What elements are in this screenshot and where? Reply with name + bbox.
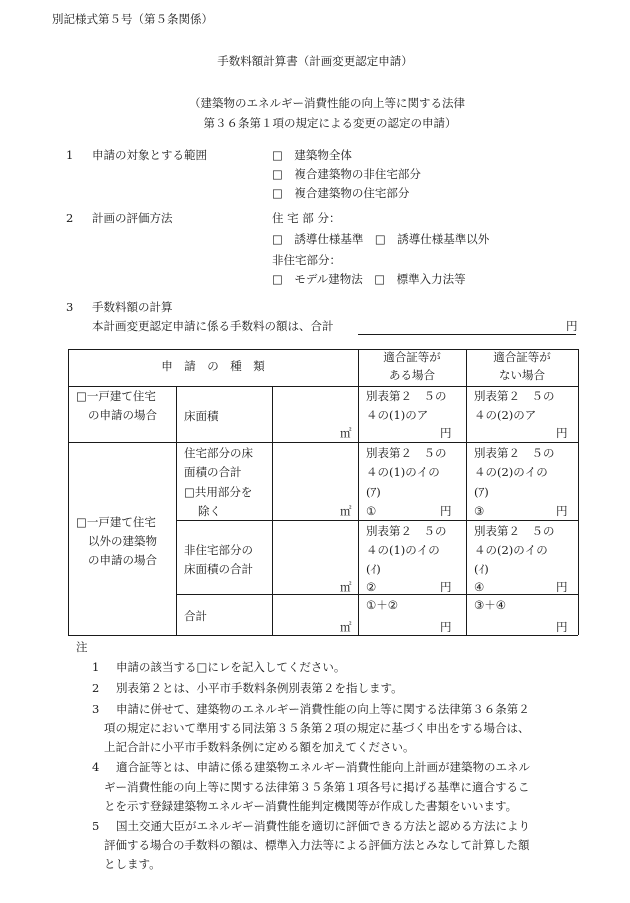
header-without-cert-1: 適合証等が xyxy=(493,350,551,364)
sub1-item-2: 面積の合計 xyxy=(184,465,242,479)
sub2-without-4: ④ xyxy=(474,580,485,594)
fee-total-input-line[interactable] xyxy=(358,334,576,335)
sub1-without-3: (ｱ) xyxy=(474,485,489,499)
row1-without-unit: 円 xyxy=(556,426,568,440)
sub1-without-unit: 円 xyxy=(556,504,568,518)
sub2-with-unit: 円 xyxy=(440,580,452,594)
sub3-area-unit: ㎡ xyxy=(340,620,352,634)
section1-label: 申請の対象とする範囲 xyxy=(92,148,207,162)
row1-with-unit: 円 xyxy=(440,426,452,440)
sub2-without-unit: 円 xyxy=(556,580,568,594)
sub1-with-3: (ｱ) xyxy=(366,485,381,499)
sub2-without-1: 別表第２ ５の xyxy=(474,524,555,538)
category-other-building[interactable]: □一戸建て住宅 xyxy=(76,515,156,529)
nonresidential-options[interactable]: □ モデル建物法 □ 標準入力法等 xyxy=(272,272,466,286)
subtitle-line2: 第３６条第１項の規定による変更の認定の申請） xyxy=(203,116,457,130)
row1-with-2: ４の(1)のア xyxy=(366,408,429,422)
sub1-without-2: ４の(2)のイの xyxy=(474,465,548,479)
section3-label: 手数料額の計算 xyxy=(92,300,173,314)
sub1-without-1: 別表第２ ５の xyxy=(474,446,555,460)
row1-area-unit: ㎡ xyxy=(340,426,352,440)
fee-total-unit: 円 xyxy=(566,319,578,333)
row1-without-1: 別表第２ ５の xyxy=(474,389,555,403)
category-other-building-2: 以外の建築物 xyxy=(88,534,157,548)
residential-label: 住 宅 部 分： xyxy=(272,211,341,225)
note1-line1: 申請の該当する□にレを記入してください。 xyxy=(116,660,346,674)
section2-label: 計画の評価方法 xyxy=(92,211,173,225)
section2-number: 2 xyxy=(66,211,74,225)
sub3-item-total: 合計 xyxy=(184,609,207,623)
sub1-item-4: 除く xyxy=(198,504,221,518)
sub2-item-2: 床面積の合計 xyxy=(184,562,253,576)
sub2-without-3: (ｲ) xyxy=(474,562,489,576)
sub3-with-1: ①＋② xyxy=(366,598,399,612)
option-whole-building[interactable]: □ 建築物全体 xyxy=(272,148,352,162)
sub2-with-2: ４の(1)のイの xyxy=(366,543,440,557)
sub2-with-4: ② xyxy=(366,580,377,594)
sub3-without-unit: 円 xyxy=(556,620,568,634)
note4-line2: ギー消費性能の向上等に関する法律第３５条第１項各号に掲げる基準に適合するこ xyxy=(104,780,530,794)
note1-number: 1 xyxy=(92,660,100,674)
option-residential-part[interactable]: □ 複合建築物の住宅部分 xyxy=(272,186,410,200)
category-other-building-3: の申請の場合 xyxy=(88,553,157,567)
sub3-without-1: ③＋④ xyxy=(474,598,507,612)
note3-line3: 上記合計に小平市手数料条例に定める額を加えてください。 xyxy=(104,740,415,754)
sub2-without-2: ４の(2)のイの xyxy=(474,543,548,557)
sub3-with-unit: 円 xyxy=(440,620,452,634)
document-title: 手数料額計算書（計画変更認定申請） xyxy=(217,54,413,68)
note5-number: 5 xyxy=(92,819,100,833)
note4-line3: とを示す登録建築物エネルギー消費性能判定機関等が作成した書類をいいます。 xyxy=(104,799,518,813)
sub1-with-4: ① xyxy=(366,504,377,518)
sub2-area-unit: ㎡ xyxy=(340,580,352,594)
row1-item-floor-area: 床面積 xyxy=(184,409,219,423)
residential-options[interactable]: □ 誘導仕様基準 □ 誘導仕様基準以外 xyxy=(272,232,490,246)
section3-number: 3 xyxy=(66,300,74,314)
sub1-item-1: 住宅部分の床 xyxy=(184,446,253,460)
sub1-area-unit: ㎡ xyxy=(340,504,352,518)
note3-number: 3 xyxy=(92,702,100,716)
row1-with-1: 別表第２ ５の xyxy=(366,389,447,403)
fee-statement: 本計画変更認定申請に係る手数料の額は、合計 xyxy=(92,319,334,333)
header-with-cert-2: ある場合 xyxy=(389,368,435,382)
header-without-cert-2: ない場合 xyxy=(499,368,545,382)
sub1-with-unit: 円 xyxy=(440,504,452,518)
sub2-with-3: (ｲ) xyxy=(366,562,381,576)
notes-heading: 注 xyxy=(76,640,88,654)
nonresidential-label: 非住宅部分： xyxy=(272,253,341,267)
sub2-with-1: 別表第２ ５の xyxy=(366,524,447,538)
note5-line1: 国土交通大臣がエネルギー消費性能を適切に評価できる方法と認める方法により xyxy=(116,819,530,833)
header-application-type: 申 請 の 種 類 xyxy=(161,359,265,373)
note3-line1: 申請に併せて、建築物のエネルギー消費性能の向上等に関する法律第３６条第２ xyxy=(116,702,530,716)
sub1-without-4: ③ xyxy=(474,504,485,518)
note5-line3: とします。 xyxy=(104,857,161,871)
note2-number: 2 xyxy=(92,681,100,695)
category-detached-house-2: の申請の場合 xyxy=(88,408,157,422)
note3-line2: 項の規定において準用する同法第３５条第２項の規定に基づく申出をする場合は、 xyxy=(104,721,530,735)
form-number: 別記様式第５号（第５条関係） xyxy=(52,12,213,26)
sub2-item-1: 非住宅部分の xyxy=(184,543,253,557)
note2-line1: 別表第２とは、小平市手数料条例別表第２を指します。 xyxy=(116,681,403,695)
category-detached-house[interactable]: □一戸建て住宅 xyxy=(76,389,156,403)
sub1-with-2: ４の(1)のイの xyxy=(366,465,440,479)
sub1-with-1: 別表第２ ５の xyxy=(366,446,447,460)
option-nonresidential-part[interactable]: □ 複合建築物の非住宅部分 xyxy=(272,167,421,181)
note4-number: 4 xyxy=(92,760,100,774)
row1-without-2: ４の(2)のア xyxy=(474,408,537,422)
note5-line2: 評価する場合の手数料の額は、標準入力法等による評価方法とみなして計算した額 xyxy=(104,838,530,852)
subtitle-line1: （建築物のエネルギー消費性能の向上等に関する法律 xyxy=(189,96,465,110)
note4-line1: 適合証等とは、申請に係る建築物エネルギー消費性能向上計画が建築物のエネル xyxy=(116,760,530,774)
header-with-cert-1: 適合証等が xyxy=(383,350,441,364)
sub1-common-area-checkbox[interactable]: □共用部分を xyxy=(184,485,253,499)
section1-number: 1 xyxy=(66,148,74,162)
